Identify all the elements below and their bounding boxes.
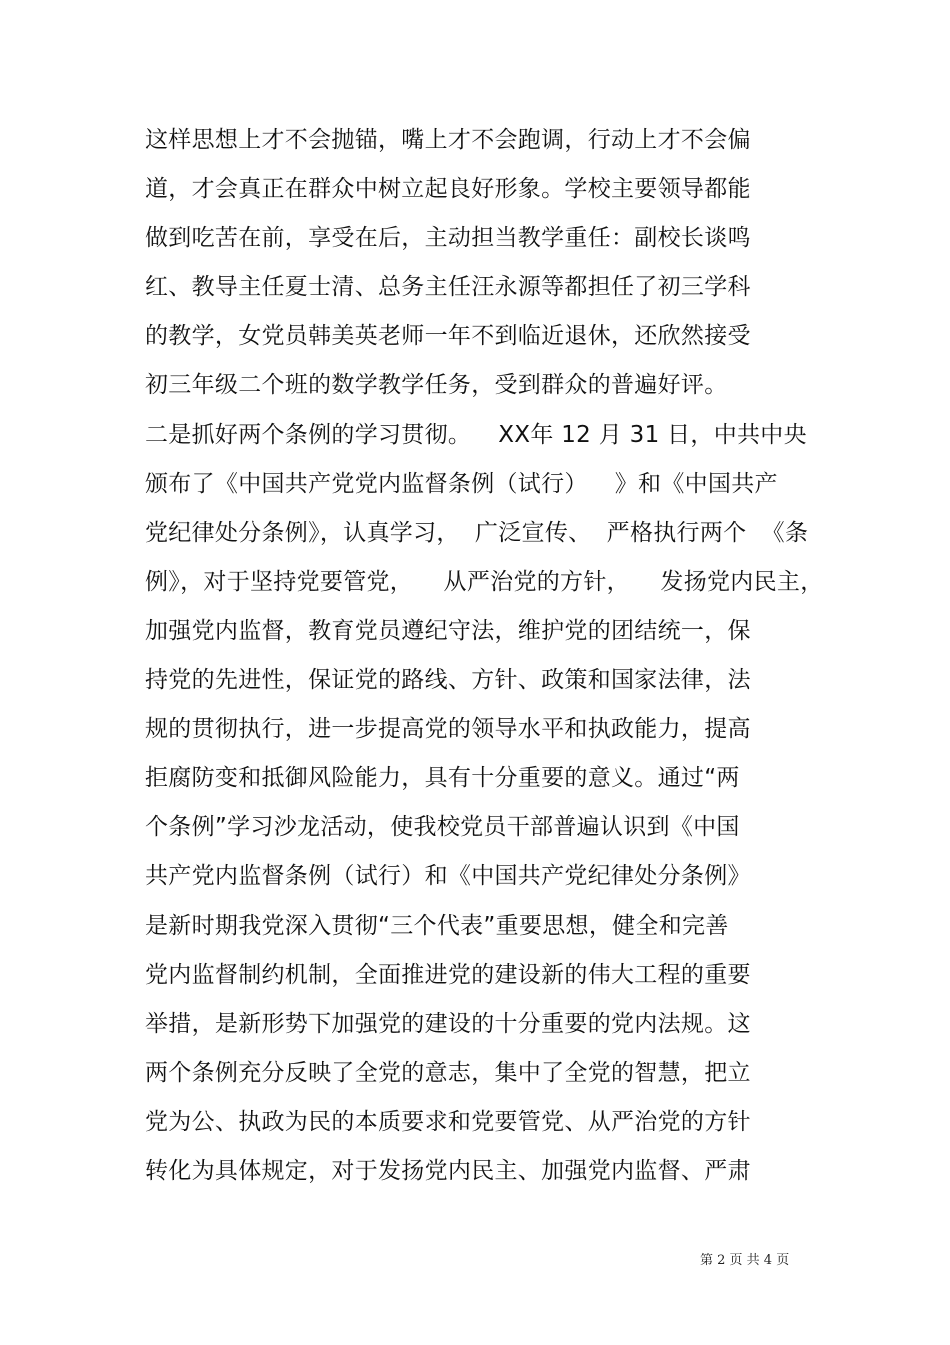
text-line: 加强党内监督，教育党员遵纪守法，维护党的团结统一，保 bbox=[145, 617, 751, 644]
text-line: 例》，对于坚持党要管党， 从严治党的方针， 发扬党内民主， bbox=[145, 568, 824, 595]
text-line: 规的贯彻执行，进一步提高党的领导水平和执政能力，提高 bbox=[145, 716, 751, 743]
text-line: 二是抓好两个条例的学习贯彻。 XX年 12 月 31 日，中共中央 bbox=[145, 421, 807, 448]
text-line: 举措，是新形势下加强党的建设的十分重要的党内法规。这 bbox=[145, 1010, 751, 1037]
text-line: 道，才会真正在群众中树立起良好形象。学校主要领导都能 bbox=[145, 176, 751, 203]
page-number-footer: 第 2 页 共 4 页 bbox=[700, 1253, 790, 1268]
text-line: 是新时期我党深入贯彻“三个代表”重要思想，健全和完善 bbox=[145, 912, 729, 939]
text-line: 拒腐防变和抵御风险能力，具有十分重要的意义。通过“两 bbox=[145, 765, 740, 792]
text-line: 两个条例充分反映了全党的意志，集中了全党的智慧，把立 bbox=[145, 1059, 751, 1086]
text-line: 红、教导主任夏士清、总务主任汪永源等都担任了初三学科 bbox=[145, 274, 751, 301]
text-line: 初三年级二个班的数学教学任务，受到群众的普遍好评。 bbox=[145, 372, 728, 399]
text-line: 持党的先进性，保证党的路线、方针、政策和国家法律，法 bbox=[145, 667, 751, 694]
text-line: 做到吃苦在前，享受在后，主动担当教学重任：副校长谈鸣 bbox=[145, 225, 751, 252]
text-line: 党为公、执政为民的本质要求和党要管党、从严治党的方针 bbox=[145, 1108, 751, 1135]
text-line: 党内监督制约机制，全面推进党的建设新的伟大工程的重要 bbox=[145, 961, 751, 988]
text-line: 个条例”学习沙龙活动，使我校党员干部普遍认识到《中国 bbox=[145, 814, 740, 841]
text-line: 颁布了《中国共产党党内监督条例（试行） 》和《中国共产 bbox=[145, 470, 778, 497]
text-line: 共产党内监督条例（试行）和《中国共产党纪律处分条例》 bbox=[145, 863, 751, 890]
text-line: 这样思想上才不会抛锚，嘴上才不会跑调，行动上才不会偏 bbox=[145, 127, 751, 153]
body-text bbox=[145, 121, 825, 1201]
text-line: 党纪律处分条例》，认真学习， 广泛宣传、 严格执行两个 《条 bbox=[145, 519, 809, 546]
text-line: 转化为具体规定，对于发扬党内民主、加强党内监督、严肃 bbox=[145, 1157, 751, 1184]
text-line: 的教学，女党员韩美英老师一年不到临近退休，还欣然接受 bbox=[145, 323, 751, 350]
